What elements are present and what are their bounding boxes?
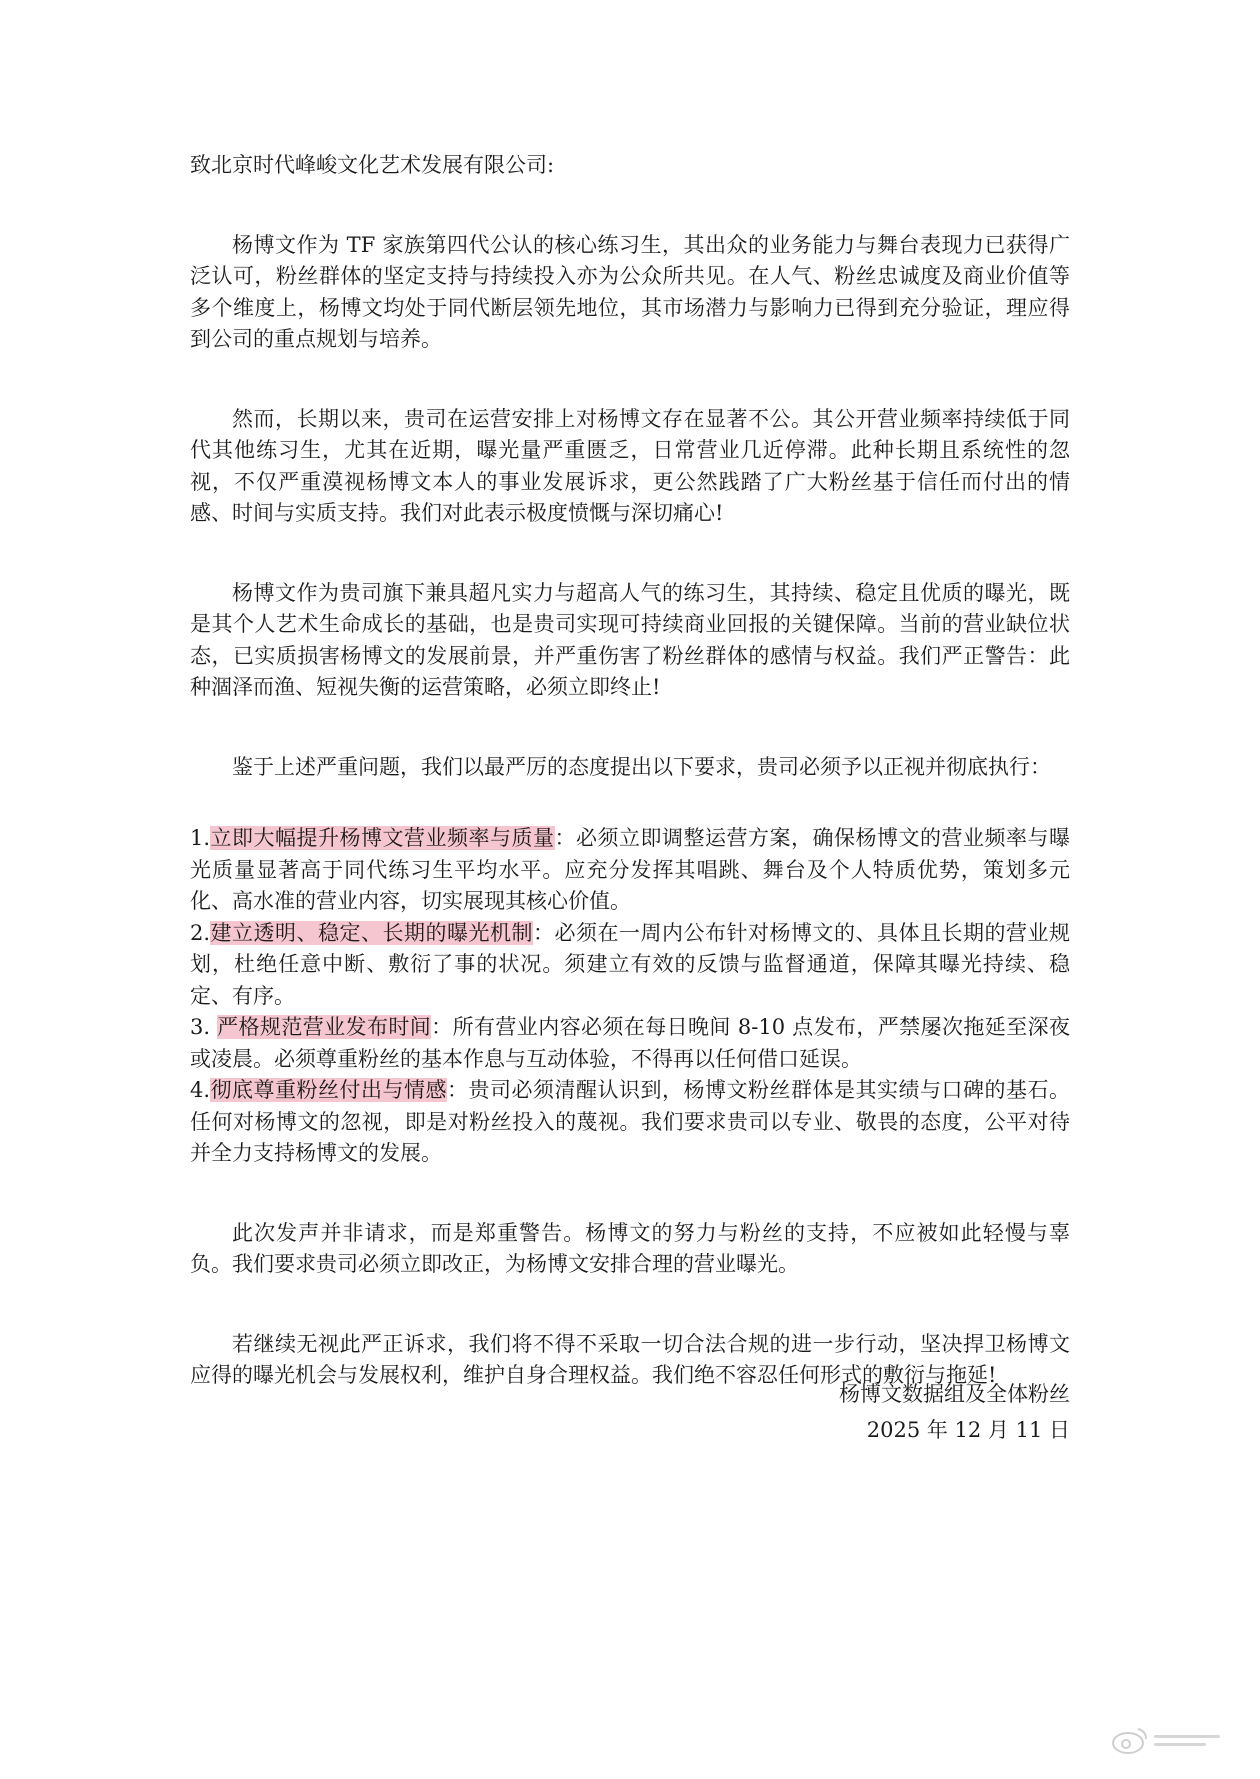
demand-title-highlight: 彻底尊重粉丝付出与情感 bbox=[210, 1078, 448, 1102]
paragraph-3: 杨博文作为贵司旗下兼具超凡实力与超高人气的练习生，其持续、稳定且优质的曝光，既是其个人艺术生命成长的基础，也是贵司实现可持续商业回报的关键保障。当前的营业缺位状态，已实质损害杨博文的发展前景，并严重伤害了粉丝群体的感情与权益。我们严正警告：此种涸泽而渔、短视失衡的运营策略，必须立即终止! bbox=[190, 580, 1070, 699]
paragraph-1: 杨博文作为 TF 家族第四代公认的核心练习生，其出众的业务能力与舞台表现力已获得广泛认可，粉丝群体的坚定支持与持续投入亦为公众所共见。在人气、粉丝忠诚度及商业价值等多个维度上，杨博文均处于同代断层领先地位，其市场潜力与影响力已得到充分验证，理应得到公司的重点规划与培养。 bbox=[190, 232, 1070, 351]
letter-date: 2025 年 12 月 11 日 bbox=[866, 1418, 1070, 1442]
signature-block bbox=[839, 1376, 1070, 1448]
demand-number: 4. bbox=[190, 1078, 211, 1102]
demand-title-highlight: 立即大幅提升杨博文营业频率与质量 bbox=[210, 826, 555, 850]
closing-paragraph-2: 若继续无视此严正诉求，我们将不得不采取一切合法合规的进一步行动，坚决捍卫杨博文应得的曝光机会与发展权利，维护自身合理权益。我们绝不容忍任何形式的敷衍与拖延! bbox=[190, 1331, 1070, 1387]
closing-paragraph-1: 此次发声并非请求，而是郑重警告。杨博文的努力与粉丝的支持，不应被如此轻慢与辜负。我们要求贵司必须立即改正，为杨博文安排合理的营业曝光。 bbox=[190, 1220, 1070, 1276]
demand-item-3 bbox=[190, 1012, 1070, 1075]
paragraph-4: 鉴于上述严重问题，我们以最严厉的态度提出以下要求，贵司必须予以正视并彻底执行： bbox=[232, 754, 1051, 779]
demand-number: 1. bbox=[190, 826, 211, 850]
demand-number: 3. bbox=[190, 1015, 218, 1039]
paragraph-2: 然而，长期以来，贵司在运营安排上对杨博文存在显著不公。其公开营业频率持续低于同代其他练习生，尤其在近期，曝光量严重匮乏，日常营业几近停滞。此种长期且系统性的忽视，不仅严重漠视杨博文本人的事业发展诉求，更公然践踏了广大粉丝基于信任而付出的情感、时间与实质支持。我们对此表示极度愤慨与深切痛心! bbox=[190, 406, 1070, 525]
letter-body bbox=[190, 150, 1070, 1392]
demand-body: ：所有营业内容必须在每日晚间 8-10 点发布，严禁屡次拖延至深夜或凌晨。必须尊重粉丝的基本作息与互动体验，不得再以任何借口延误。 bbox=[190, 1015, 1071, 1071]
demand-title-highlight: 严格规范营业发布时间 bbox=[217, 1015, 432, 1039]
demand-list bbox=[190, 823, 1070, 1170]
demand-body: ：贵司必须清醒认识到，杨博文粉丝群体是其实绩与口碑的基石。任何对杨博文的忽视，即是对粉丝投入的蔑视。我们要求贵司以专业、敬畏的态度，公平对待并全力支持杨博文的发展。 bbox=[190, 1078, 1071, 1165]
demand-number: 2. bbox=[190, 920, 211, 945]
signature: 杨博文数据组及全体粉丝 bbox=[839, 1382, 1070, 1406]
demand-item-4 bbox=[190, 1075, 1070, 1170]
demand-title-highlight: 建立透明、稳定、长期的曝光机制 bbox=[210, 920, 534, 945]
demand-item-2 bbox=[190, 918, 1070, 1013]
demand-body: ：必须在一周内公布针对杨博文的、具体且长期的营业规划，杜绝任意中断、敷衍了事的状况。须建立有效的反馈与监督通道，保障其曝光持续、稳定、有序。 bbox=[190, 920, 1071, 1008]
demand-body: ：必须立即调整运营方案，确保杨博文的营业频率与曝光质量显著高于同代练习生平均水平。应充分发挥其唱跳、舞台及个人特质优势，策划多元化、高水准的营业内容，切实展现其核心价值。 bbox=[190, 826, 1071, 913]
demand-item-1 bbox=[190, 823, 1070, 918]
salutation: 致北京时代峰峻文化艺术发展有限公司: bbox=[190, 153, 555, 177]
weibo-watermark-icon bbox=[1108, 1721, 1226, 1759]
